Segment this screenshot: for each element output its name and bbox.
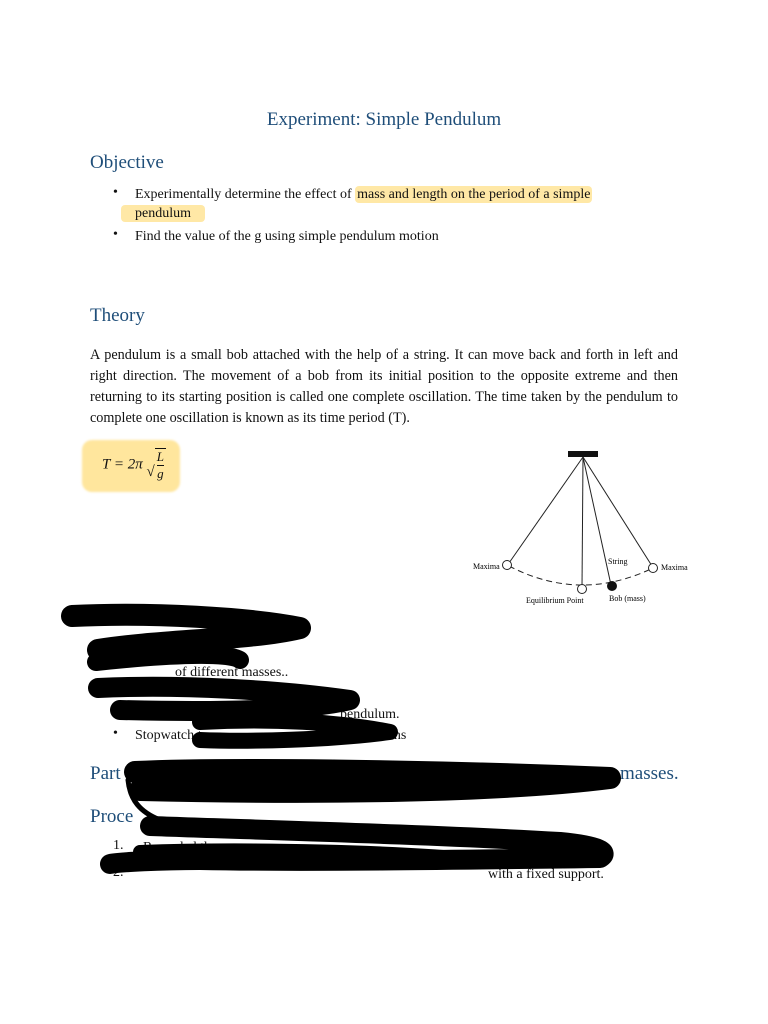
label-equilibrium: Equilibrium Point — [526, 596, 584, 605]
list-bullet: • — [113, 227, 118, 242]
apparatus-item-4: ions — [383, 728, 407, 743]
sqrt-icon: √ — [146, 464, 155, 481]
label-maxima-right: Maxima — [661, 563, 688, 572]
list-bullet: • — [113, 185, 118, 200]
step-number: 2. — [113, 865, 124, 880]
procedure-step-2: with a fixed support. — [488, 867, 604, 882]
theory-paragraph: A pendulum is a small bob attached with the help of a string. It can move back and forth in left and right direction. The movement of a bob from its initial position to the opposite extreme and then returning to its starting position is called one complete oscillation. The time taken by the pendulum to complete one oscillation is known as its time period (T). — [90, 347, 678, 426]
highlighted-text: mass and length on the period of a simple — [357, 187, 591, 202]
apparatus-item-1: of different masses.. — [175, 665, 289, 680]
objective-bullet-1-prefix: Experimentally determine the effect of — [135, 187, 356, 202]
list-bullet: • — [113, 726, 118, 741]
apparatus-item-2: pendulum. — [340, 707, 400, 722]
formula-numerator: L — [156, 449, 164, 464]
label-string: String — [608, 557, 628, 566]
page-title: Experiment: Simple Pendulum — [266, 109, 502, 130]
label-bob: Bob (mass) — [609, 594, 646, 603]
formula-lhs: T = 2π — [102, 456, 143, 473]
apparatus-item-3: Stopwatch to — [135, 728, 209, 743]
procedure-heading: Proce — [90, 806, 134, 827]
step-number: 1. — [113, 838, 124, 853]
part-heading-end: t masses. — [610, 763, 679, 784]
part-heading: Part — [90, 763, 121, 784]
label-maxima-left: Maxima — [473, 562, 500, 571]
procedure-step-1: Recorded the — [143, 840, 218, 855]
objective-bullet-2: Find the value of the g using simple pendulum motion — [135, 229, 439, 244]
objective-heading: Objective — [90, 152, 164, 173]
theory-heading: Theory — [90, 305, 145, 326]
formula-denominator: g — [157, 466, 164, 481]
list-bullet: • — [113, 705, 118, 720]
highlighted-text: pendulum — [121, 205, 205, 222]
